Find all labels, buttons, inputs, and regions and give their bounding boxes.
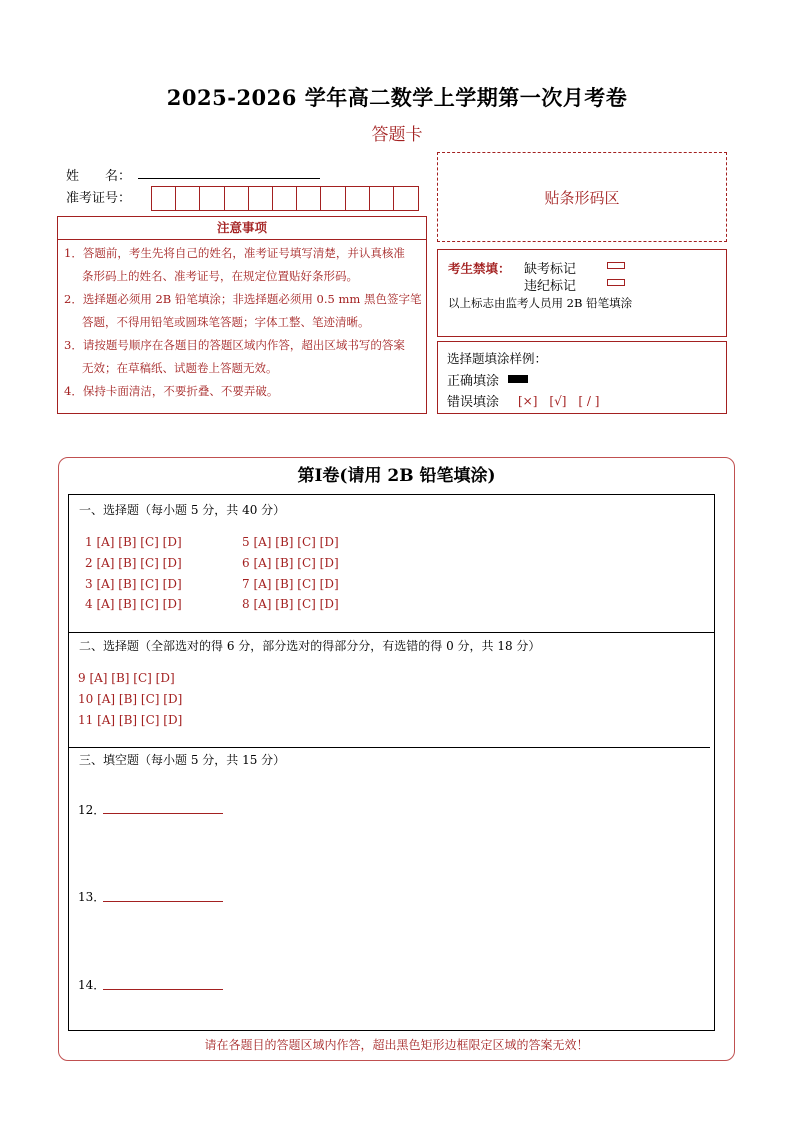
page-subtitle: 答题卡 [371,125,423,145]
id-digit-box[interactable] [152,187,176,210]
page-title: 2025-2026 学年高二数学上学期第一次月考卷 [166,85,628,110]
question-row[interactable]: 3 [A] [B] [C] [D] [85,577,182,591]
question-row[interactable]: 6 [A] [B] [C] [D] [242,556,339,570]
name-label: 姓 名： [66,169,132,184]
question-row[interactable]: 11 [A] [B] [C] [D] [78,713,183,727]
question-row[interactable]: 7 [A] [B] [C] [D] [242,577,339,591]
question-row[interactable]: 8 [A] [B] [C] [D] [242,597,339,611]
violation-mark-box[interactable] [607,279,625,286]
fill-example-heading: 选择题填涂样例： [447,351,548,366]
id-digit-box[interactable] [225,187,249,210]
examiner-only-box [437,249,727,337]
fill-answer-line[interactable] [103,901,223,902]
id-label: 准考证号： [66,191,132,206]
id-number-boxes[interactable] [151,186,419,211]
question-row[interactable]: 2 [A] [B] [C] [D] [85,556,182,570]
section1-label: 一、选择题（每小题 5 分，共 40 分） [79,503,286,517]
id-digit-box[interactable] [321,187,345,210]
fill-example-box [437,341,727,414]
notice-item-line: 2．选择题必须用 2B 铅笔填涂；非选择题必须用 0.5 mm 黑色签字笔 [64,292,422,306]
id-digit-box[interactable] [394,187,418,210]
barcode-area [437,152,727,242]
notice-item [58,380,426,403]
name-field[interactable] [138,178,320,179]
question-row[interactable]: 1 [A] [B] [C] [D] [85,535,182,549]
fill-question-number: 12． [78,803,106,817]
id-digit-box[interactable] [176,187,200,210]
barcode-label: 贴条形码区 [544,188,620,207]
question-row[interactable]: 10 [A] [B] [C] [D] [78,692,183,706]
notice-item-line: 1．答题前，考生先将自己的姓名，准考证号填写清楚，并认真核准 [64,246,405,260]
violation-mark-label: 违纪标记 [524,279,577,294]
notice-item-line: 3．请按题号顺序在各题目的答题区域内作答，超出区域书写的答案 [64,338,405,352]
id-digit-box[interactable] [297,187,321,210]
part1-title: 第Ⅰ卷(请用 2B 铅笔填涂) [297,466,496,486]
section2-label: 二、选择题（全部选对的得 6 分，部分选对的得部分分，有选错的得 0 分，共 18 分） [79,639,541,653]
question-row[interactable]: 9 [A] [B] [C] [D] [78,671,175,685]
id-digit-box[interactable] [200,187,224,210]
wrong-fill-label: 错误填涂 [447,395,500,410]
question-row[interactable]: 4 [A] [B] [C] [D] [85,597,182,611]
notice-item [58,334,426,380]
notice-item-line: 4．保持卡面清洁，不要折叠、不要弄破。 [64,384,279,398]
correct-fill-label: 正确填涂 [447,374,500,389]
fill-answer-line[interactable] [103,989,223,990]
ban-label: 考生禁填： [448,261,511,276]
id-digit-box[interactable] [346,187,370,210]
notice-item-line: 条形码上的姓名、准考证号，在规定位置贴好条形码。 [82,269,358,283]
ban-note: 以上标志由监考人员用 2B 铅笔填涂 [448,296,633,310]
notice-item-line: 无效；在草稿纸、试题卷上答题无效。 [82,361,278,375]
section-divider [69,747,710,748]
fill-question-number: 13． [78,890,106,904]
notice-heading: 注意事项 [58,217,426,240]
question-row[interactable]: 5 [A] [B] [C] [D] [242,535,339,549]
notice-item-line: 答题，不得用铅笔或圆珠笔答题；字体工整、笔迹清晰。 [82,315,370,329]
section3-label: 三、填空题（每小题 5 分，共 15 分） [79,753,286,767]
fill-answer-line[interactable] [103,813,223,814]
notice-item [58,242,426,288]
correct-fill-sample [508,375,528,383]
absent-mark-box[interactable] [607,262,625,269]
fill-question-number: 14． [78,978,106,992]
section-divider [69,632,714,633]
notice-box [57,216,427,414]
footer-note: 请在各题目的答题区域内作答，超出黑色矩形边框限定区域的答案无效！ [204,1038,589,1052]
id-digit-box[interactable] [273,187,297,210]
absent-mark-label: 缺考标记 [524,262,577,277]
id-digit-box[interactable] [249,187,273,210]
wrong-fill-samples: [×] [√] [ / ] [518,394,600,408]
answer-area [68,494,715,1031]
id-digit-box[interactable] [370,187,394,210]
notice-item [58,288,426,334]
